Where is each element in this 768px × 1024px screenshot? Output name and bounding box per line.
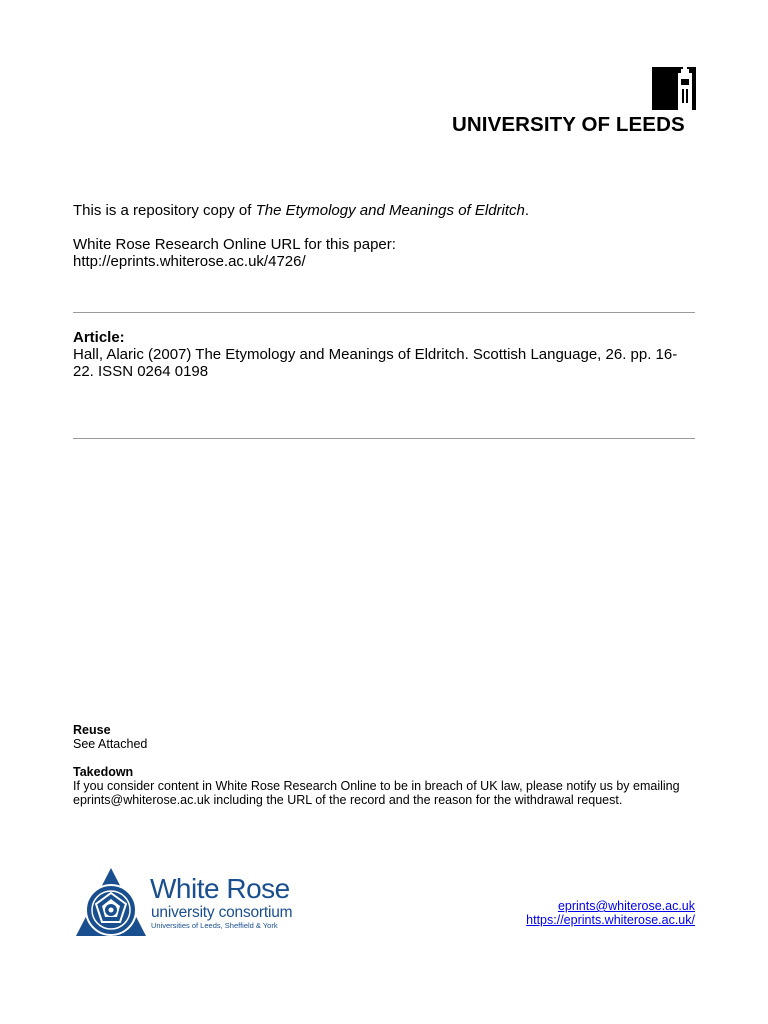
intro-prefix: This is a repository copy of bbox=[73, 202, 256, 219]
divider bbox=[73, 312, 695, 313]
repository-intro bbox=[73, 202, 713, 219]
divider bbox=[73, 438, 695, 439]
white-rose-title: White Rose bbox=[150, 873, 290, 904]
university-of-leeds-logo bbox=[452, 67, 696, 137]
reuse-heading: Reuse bbox=[73, 723, 111, 737]
contact-email-link[interactable]: eprints@whiterose.ac.uk bbox=[557, 899, 695, 913]
reuse-text: See Attached bbox=[73, 737, 148, 751]
contact-website-link[interactable]: https://eprints.whiterose.ac.uk/ bbox=[526, 913, 695, 927]
takedown-heading: Takedown bbox=[73, 765, 134, 779]
url-label: White Rose Research Online URL for this paper: bbox=[73, 236, 396, 253]
white-rose-tagline: Universities of Leeds, Sheffield & York bbox=[151, 921, 278, 930]
article-citation: Hall, Alaric (2007) The Etymology and Meanings of Eldritch. Scottish Language, 26. pp. 16-22. ISSN 0264 0198 bbox=[73, 346, 678, 380]
white-rose-emblem-icon bbox=[74, 866, 148, 940]
article-heading: Article: bbox=[73, 329, 125, 346]
paper-title: The Etymology and Meanings of Eldritch bbox=[255, 202, 525, 219]
white-rose-subtitle: university consortium bbox=[151, 904, 293, 921]
white-rose-logo bbox=[74, 866, 296, 942]
parkinson-tower-icon bbox=[652, 67, 696, 110]
university-name: UNIVERSITY OF LEEDS bbox=[452, 113, 685, 136]
takedown-text: If you consider content in White Rose Research Online to be in breach of UK law, please notify us by emailing eprints@whiterose.ac.uk including the URL of the record and the reason for the withdrawal request. bbox=[73, 779, 680, 807]
paper-url[interactable]: http://eprints.whiterose.ac.uk/4726/ bbox=[73, 253, 306, 270]
intro-suffix: . bbox=[524, 202, 530, 219]
